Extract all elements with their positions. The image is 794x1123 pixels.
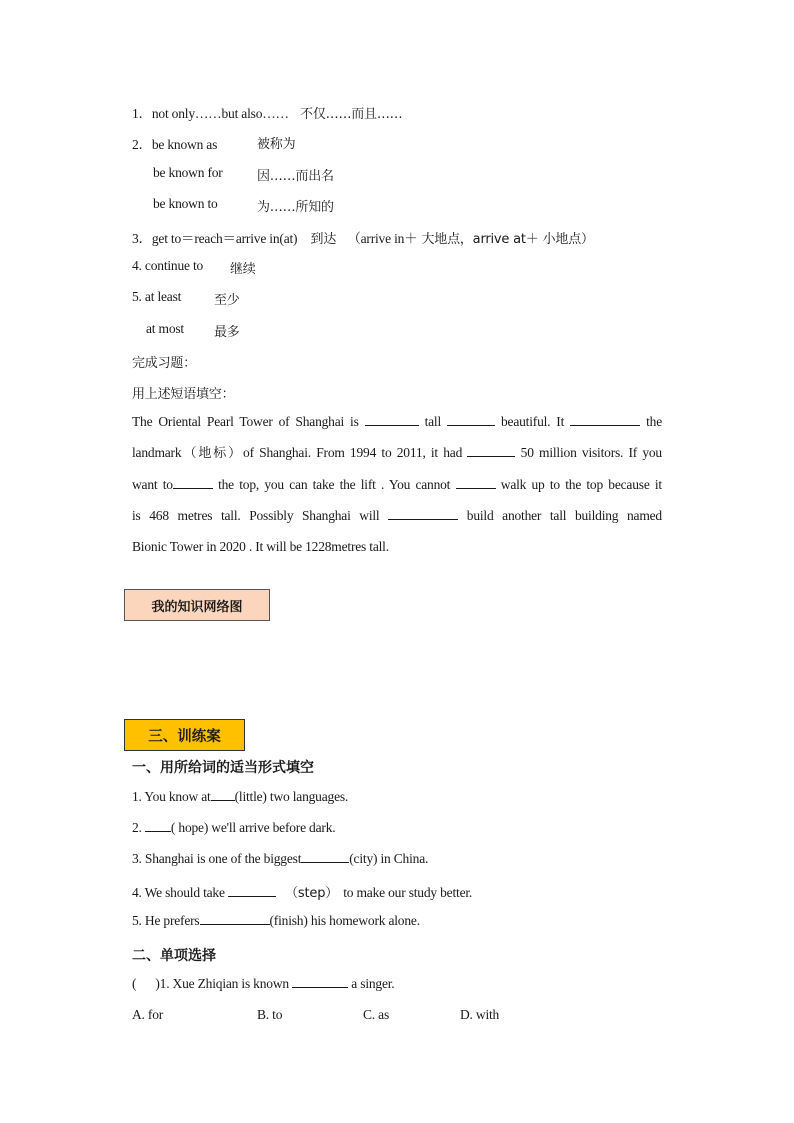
blank[interactable] <box>467 445 515 457</box>
s1-question-4: 4. We should take （step） to make our study better. <box>132 885 473 901</box>
passage-line-5: Bionic Tower in 2020 . It will be 1228metres tall. <box>132 539 389 555</box>
passage-line-4: is 468 metres tall. Possibly Shanghai will build another tall building named <box>132 507 662 523</box>
blank[interactable] <box>200 913 270 925</box>
blank[interactable] <box>365 414 419 426</box>
s1-question-3: 3. Shanghai is one of the biggest (city) in China. <box>132 851 429 866</box>
s2-option-c[interactable]: C. as <box>363 1007 390 1022</box>
phrase-2a: 2．be known as <box>132 137 218 152</box>
blank[interactable] <box>145 820 171 832</box>
phrase-1: 1．not only……but also…… 不仅……而且…… <box>132 106 403 122</box>
blank[interactable] <box>211 789 235 801</box>
phrase-2b: be known for <box>153 165 223 180</box>
exercise-title: 完成习题： <box>132 356 197 371</box>
phrase-4-cn: 继续 <box>230 262 256 277</box>
passage <box>132 406 662 562</box>
s1-question-1: 1. You know at (little) two languages. <box>132 789 349 804</box>
section-2-title: 二、单项选择 <box>132 948 216 964</box>
blank[interactable] <box>570 414 640 426</box>
training-section-box: 三、训练案 <box>124 719 245 751</box>
phrase-5a: 5. at least <box>132 289 182 304</box>
phrase-2c-cn: 为……所知的 <box>257 200 334 215</box>
phrase-2c: be known to <box>153 196 218 211</box>
s2-option-b[interactable]: B. to <box>257 1007 283 1022</box>
blank[interactable] <box>228 885 276 897</box>
phrase-2a-cn: 被称为 <box>257 137 296 152</box>
phrase-4: 4. continue to <box>132 258 204 273</box>
phrase-5b-cn: 最多 <box>214 325 240 340</box>
blank[interactable] <box>456 477 496 489</box>
passage-line-1: The Oriental Pearl Tower of Shanghai is tall beautiful. It the <box>132 414 662 429</box>
s1-question-2: 2. ( hope) we'll arrive before dark. <box>132 820 336 835</box>
s2-option-a[interactable]: A. for <box>132 1007 164 1022</box>
phrase-5a-cn: 至少 <box>214 293 240 308</box>
phrase-3: 3．get to＝reach＝arrive in(at) 到达 （arrive in＋ 大地点，arrive at＋ 小地点） <box>132 231 594 247</box>
s2-option-d[interactable]: D. with <box>460 1007 500 1022</box>
s1-question-5: 5. He prefers (finish) his homework alone. <box>132 913 420 928</box>
blank[interactable] <box>388 508 458 520</box>
section-1-title: 一、用所给词的适当形式填空 <box>132 760 314 776</box>
s2-question-1: ( )1. Xue Zhiqian is known a singer. <box>132 976 395 991</box>
phrase-5b: at most <box>146 321 184 336</box>
blank[interactable] <box>173 477 213 489</box>
blank[interactable] <box>292 976 348 988</box>
blank[interactable] <box>301 851 349 863</box>
exercise-instruction: 用上述短语填空： <box>132 387 235 402</box>
passage-line-2: landmark（地标）of Shanghai. From 1994 to 2011, it had 50 million visitors. If you <box>132 445 662 462</box>
blank[interactable] <box>447 414 495 426</box>
phrase-2b-cn: 因……而出名 <box>257 169 334 184</box>
passage-line-3: want to the top, you can take the lift . You cannot walk up to the top because it <box>132 476 662 492</box>
knowledge-network-box: 我的知识网络图 <box>124 589 270 621</box>
